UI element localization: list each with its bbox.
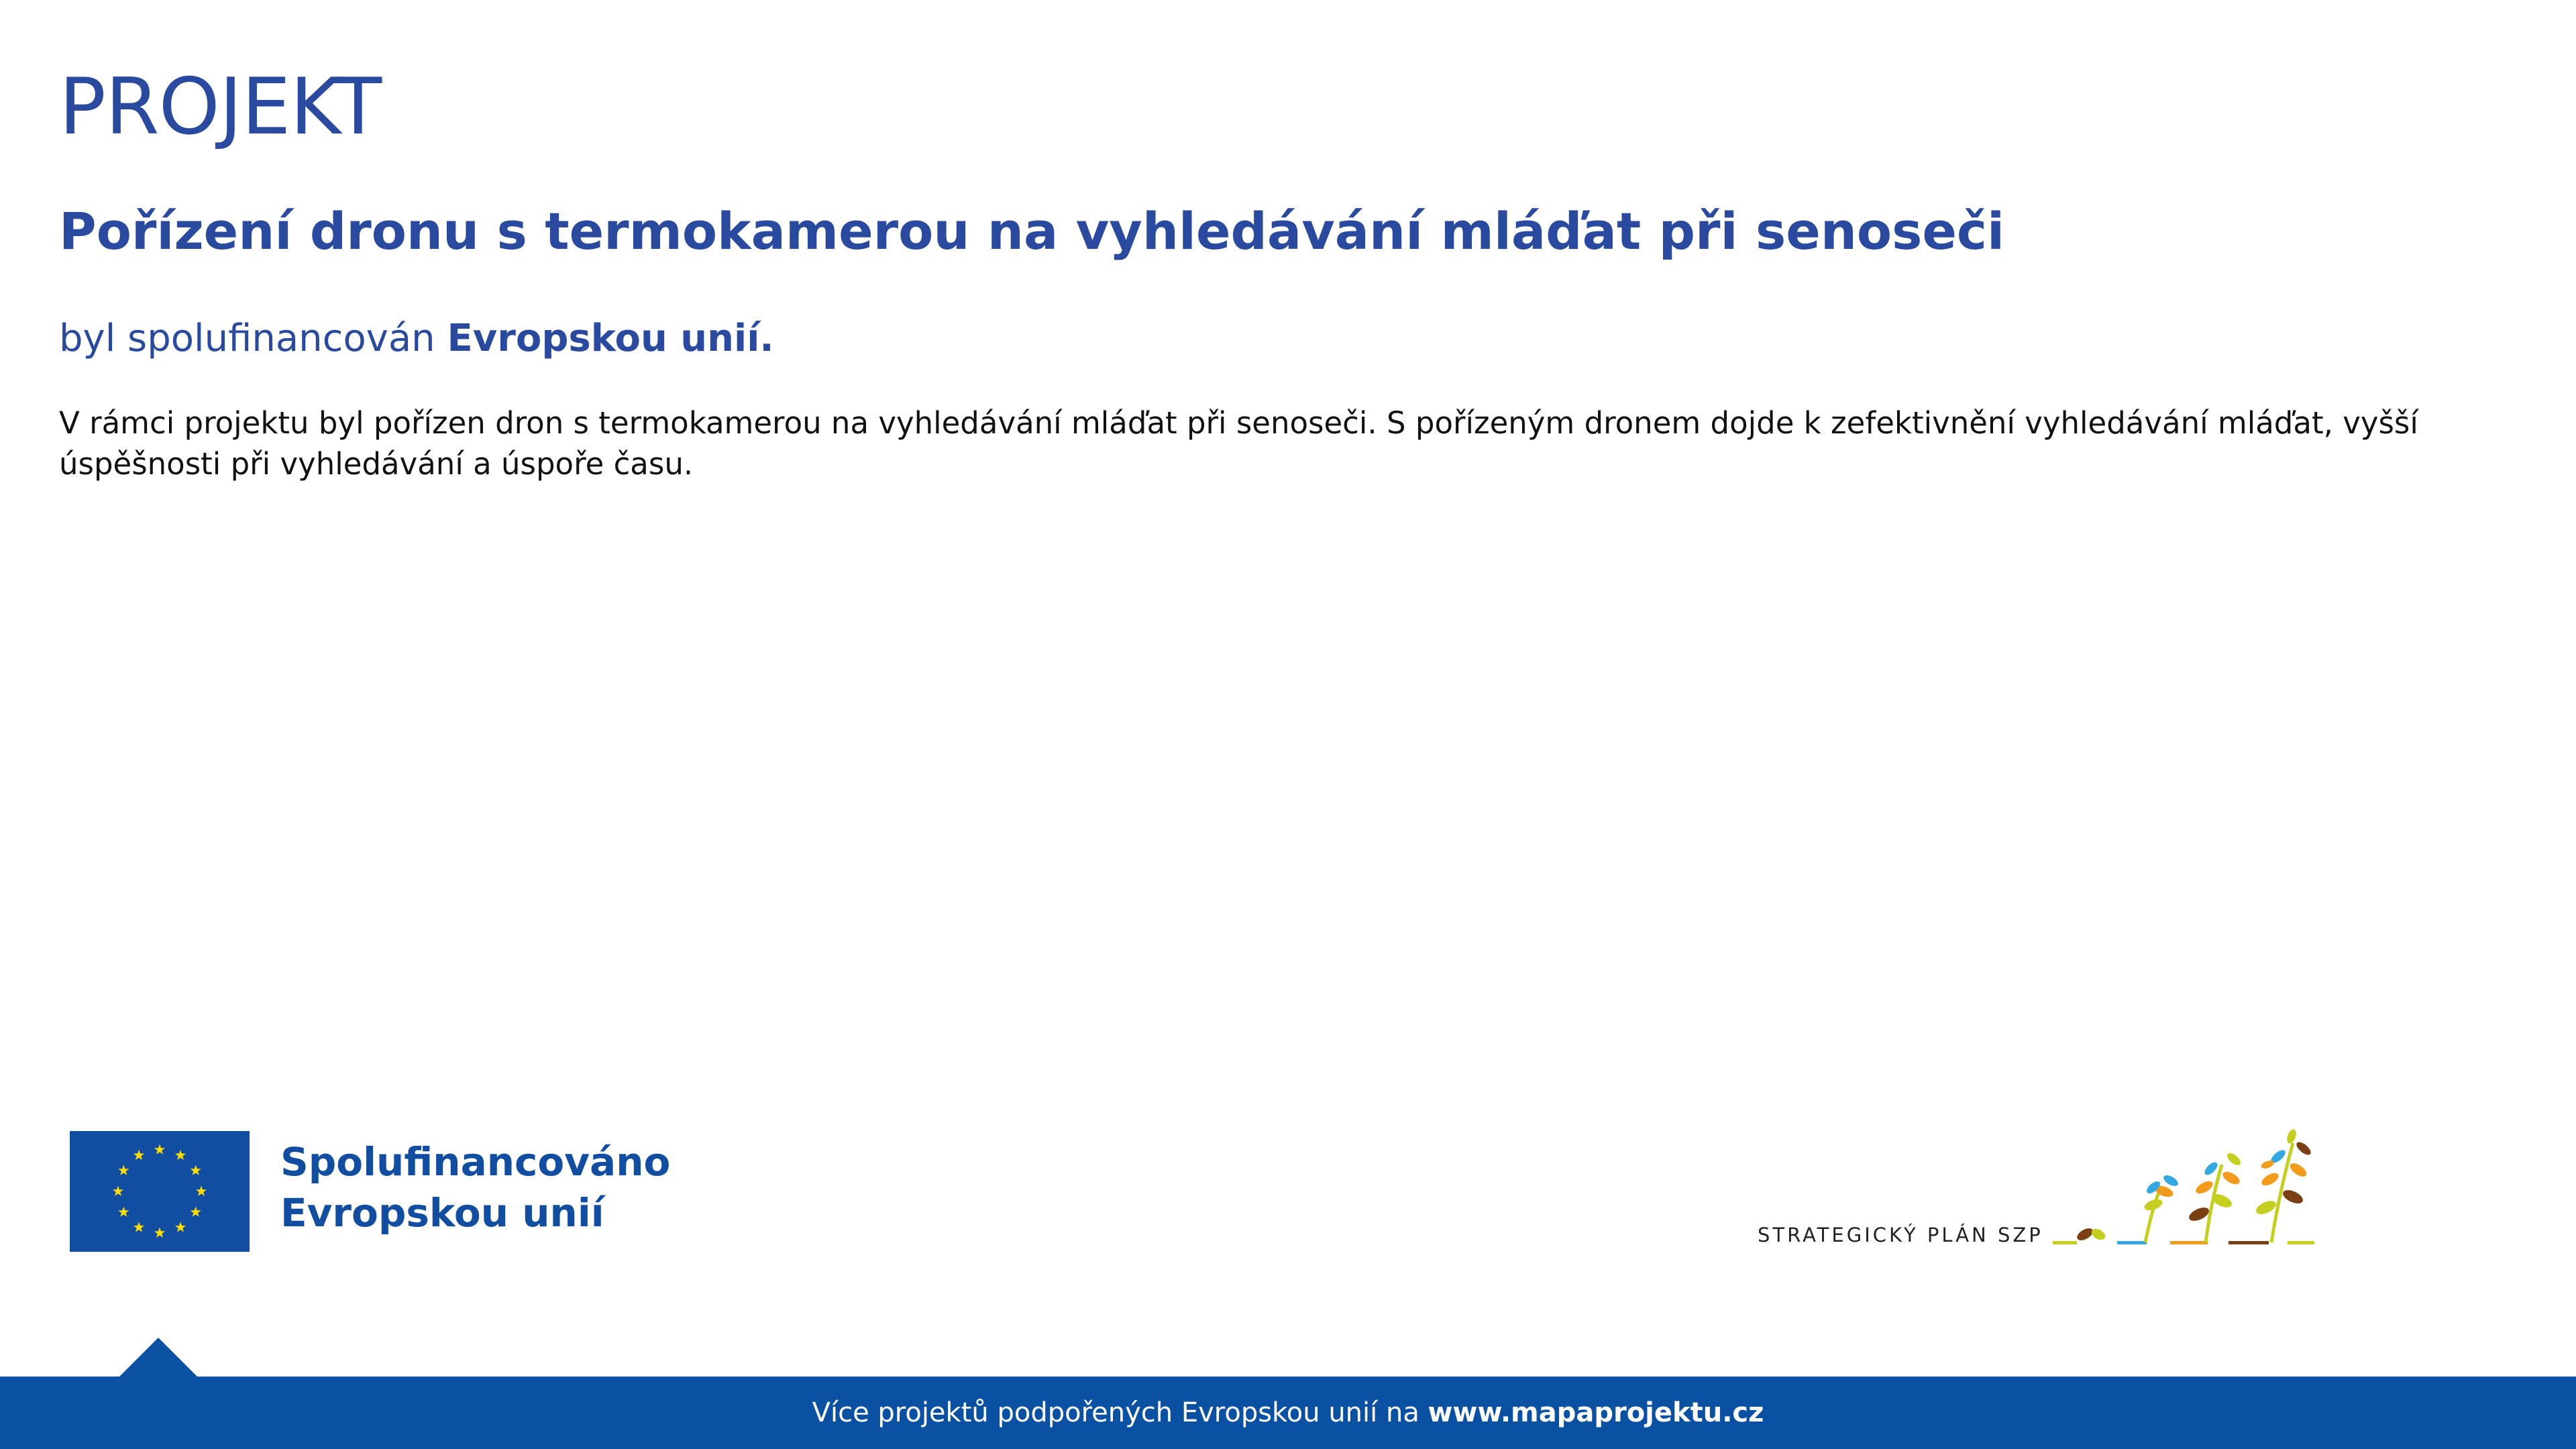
footer-website-link[interactable]: www.mapaprojektu.cz (1428, 1397, 1764, 1428)
eu-cofinanced-logo (70, 1131, 670, 1252)
cofinanced-strong: Evropskou unií. (447, 317, 774, 360)
cofinanced-prefix: byl spolufinancován (59, 317, 447, 360)
sprouting-plants-icon (2046, 1127, 2348, 1254)
project-description: V rámci projektu byl pořízen dron s termokamerou na vyhledávání mláďat při senoseči. S pořízeným dronem dojde k zefektivnění vyhledávání mláďat, vyšší úspěšnosti při vyhledávání a úspoře času. (59, 405, 2418, 482)
eu-logo-line2: Evropskou unií (280, 1190, 604, 1236)
eu-logo-text (280, 1136, 670, 1238)
szp-logo-text: STRATEGICKÝ PLÁN SZP (1758, 1224, 2043, 1246)
eu-logo-line1: Spolufinancováno (280, 1139, 671, 1185)
project-title: Pořízení dronu s termokamerou na vyhledávání mláďat při senoseči (59, 201, 2005, 261)
cofinanced-line (59, 317, 774, 360)
footer-text-prefix: Více projektů podpořených Evropskou unií na (812, 1397, 1428, 1428)
footer-text (812, 1397, 1764, 1428)
footer-bar (0, 1377, 2576, 1449)
strategicky-plan-szp-logo (1758, 1127, 2348, 1254)
eu-flag-icon (70, 1131, 250, 1252)
page-heading: PROJEKT (59, 62, 382, 152)
footer-notch (118, 1338, 199, 1378)
